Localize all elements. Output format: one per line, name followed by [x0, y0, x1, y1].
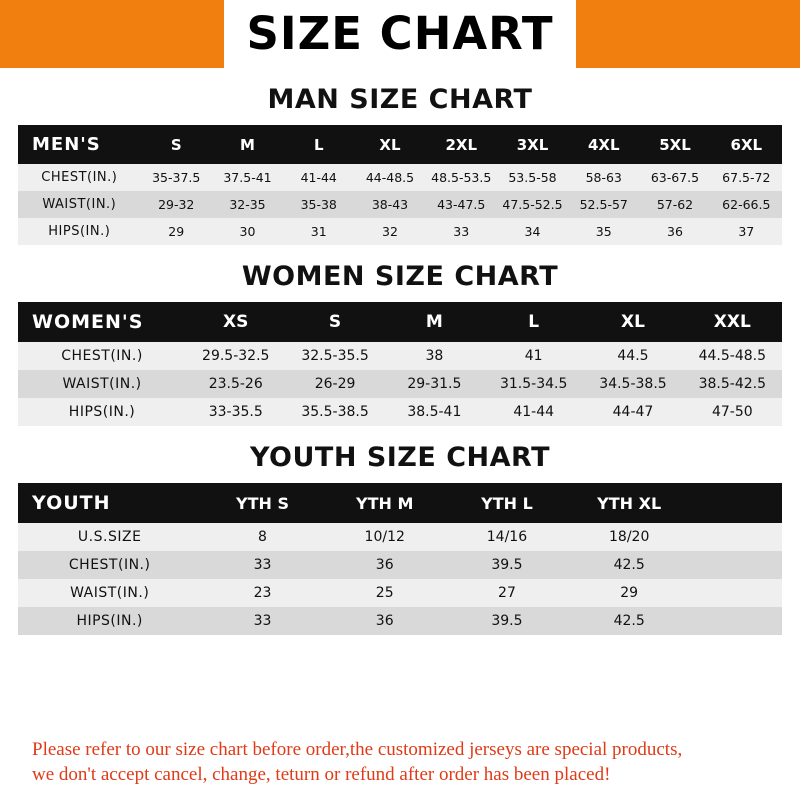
men-header-cell: 5XL	[659, 135, 691, 154]
men-cell: 31	[310, 224, 327, 239]
table-row	[18, 523, 782, 551]
men-header-cell: 2XL	[445, 135, 478, 154]
women-cell: 44.5-48.5	[698, 348, 767, 364]
women-cell: 38.5-42.5	[698, 376, 767, 392]
women-section-title: WOMEN SIZE CHART	[241, 261, 559, 292]
women-cell: 29-31.5	[407, 376, 462, 392]
men-cell: 63-67.5	[650, 170, 700, 185]
men-header-cell: L	[313, 135, 324, 154]
youth-cell-spacer	[690, 523, 782, 551]
men-cell: 57-62	[656, 197, 694, 212]
youth-cell: 14/16	[486, 529, 528, 545]
men-section-title: MAN SIZE CHART	[267, 84, 533, 115]
men-header-cell: 3XL	[516, 135, 549, 154]
youth-cell: 18/20	[609, 529, 650, 545]
men-row-label: CHEST(IN.)	[41, 170, 118, 185]
youth-table-header-row	[18, 483, 782, 523]
table-row	[18, 398, 782, 426]
youth-cell: 36	[375, 613, 394, 629]
men-cell: 43-47.5	[437, 197, 486, 212]
youth-header-cell: YTH XL	[597, 493, 662, 513]
men-cell: 48.5-53.5	[431, 170, 492, 185]
youth-cell: 10/12	[364, 529, 405, 545]
men-cell: 38-43	[371, 197, 409, 212]
women-header-cell: WOMEN'S	[32, 311, 144, 333]
youth-cell: 29	[620, 585, 639, 601]
women-header-cell: S	[328, 312, 342, 332]
women-cell: 26-29	[314, 376, 356, 392]
women-row-label: WAIST(IN.)	[62, 376, 142, 392]
women-cell: 34.5-38.5	[599, 376, 667, 392]
table-row	[18, 370, 782, 398]
men-cell: 37.5-41	[223, 170, 272, 185]
youth-cell: 42.5	[613, 613, 645, 629]
header-band	[0, 0, 800, 68]
youth-header-cell: YOUTH	[32, 492, 111, 514]
table-row	[18, 579, 782, 607]
women-cell: 33-35.5	[208, 404, 263, 420]
men-cell: 33	[453, 224, 470, 239]
men-cell: 35-37.5	[152, 170, 201, 185]
women-cell: 31.5-34.5	[499, 376, 568, 392]
men-cell: 35-38	[300, 197, 337, 212]
women-cell: 41	[524, 348, 543, 364]
men-cell: 67.5-72	[722, 170, 771, 185]
table-row	[18, 551, 782, 579]
table-row	[18, 342, 782, 370]
women-header-cell: M	[425, 312, 443, 332]
women-cell: 47-50	[711, 404, 753, 420]
men-cell: 58-63	[585, 170, 622, 185]
men-cell: 29-32	[158, 197, 195, 212]
youth-row-label: HIPS(IN.)	[76, 613, 143, 629]
men-header-cell: MEN'S	[32, 134, 101, 155]
women-header-cell: L	[528, 312, 540, 332]
women-cell: 38.5-41	[407, 404, 462, 420]
men-cell: 32	[382, 224, 398, 239]
women-cell: 44.5	[617, 348, 649, 364]
men-cell: 29	[168, 224, 185, 239]
header-band-left-edge	[0, 0, 26, 68]
women-cell: 38	[425, 348, 444, 364]
women-row-label: CHEST(IN.)	[61, 348, 143, 364]
women-cell: 23.5-26	[208, 376, 263, 392]
notice-line-2: we don't accept cancel, change, teturn or refund after order has been placed!	[32, 764, 611, 786]
notice-line-1: Please refer to our size chart before order,the customized jerseys are special products,	[32, 738, 683, 760]
youth-cell: 42.5	[613, 557, 645, 573]
men-row-label: HIPS(IN.)	[48, 224, 111, 239]
women-cell: 41-44	[513, 404, 555, 420]
youth-cell-spacer	[690, 579, 782, 607]
youth-cell: 23	[253, 585, 272, 601]
youth-header-spacer	[690, 483, 782, 523]
table-row	[18, 164, 782, 191]
women-table-header-row	[18, 302, 782, 342]
men-size-table	[18, 125, 782, 245]
men-cell: 30	[239, 224, 256, 239]
youth-cell-spacer	[690, 607, 782, 635]
youth-header-cell: YTH M	[356, 493, 414, 513]
men-cell: 34	[524, 224, 541, 239]
order-notice	[18, 727, 782, 800]
men-header-cell: M	[240, 135, 255, 154]
youth-row-label: WAIST(IN.)	[70, 585, 150, 601]
men-cell: 32-35	[229, 197, 266, 212]
women-size-table	[18, 302, 782, 426]
youth-section-title: YOUTH SIZE CHART	[249, 442, 551, 473]
table-row	[18, 191, 782, 218]
men-cell: 37	[738, 224, 755, 239]
youth-header-cell: YTH L	[481, 493, 533, 513]
youth-header-cell: YTH S	[235, 493, 289, 513]
women-header-cell: XXL	[713, 312, 751, 332]
men-cell: 41-44	[300, 170, 337, 185]
youth-row-label: U.S.SIZE	[77, 529, 142, 545]
youth-cell: 33	[253, 557, 272, 573]
men-header-cell: 6XL	[730, 135, 763, 154]
page-title: SIZE CHART	[224, 0, 575, 68]
charts-container	[0, 68, 800, 800]
youth-cell: 25	[375, 585, 394, 601]
youth-cell: 27	[498, 585, 516, 601]
women-header-cell: XL	[621, 312, 645, 332]
youth-cell: 36	[375, 557, 394, 573]
men-cell: 52.5-57	[579, 197, 628, 212]
women-cell: 29.5-32.5	[202, 348, 270, 364]
youth-cell: 8	[258, 529, 267, 545]
youth-cell: 39.5	[491, 613, 523, 629]
women-cell: 35.5-38.5	[301, 404, 369, 420]
men-cell: 44-48.5	[365, 170, 415, 185]
table-row	[18, 607, 782, 635]
men-cell: 53.5-58	[508, 170, 557, 185]
men-header-cell: 4XL	[587, 135, 620, 154]
men-cell: 35	[595, 224, 612, 239]
youth-cell: 33	[253, 613, 272, 629]
women-cell: 32.5-35.5	[301, 348, 369, 364]
youth-size-table	[18, 483, 782, 635]
youth-cell: 39.5	[491, 557, 523, 573]
header-band-right-edge	[774, 0, 800, 68]
men-header-cell: XL	[379, 135, 401, 154]
women-row-label: HIPS(IN.)	[68, 404, 136, 420]
youth-row-label: CHEST(IN.)	[68, 557, 151, 573]
men-header-cell: S	[170, 135, 182, 154]
table-row	[18, 218, 782, 245]
men-row-label: WAIST(IN.)	[42, 197, 117, 212]
men-cell: 36	[667, 224, 683, 239]
women-header-cell: XS	[223, 312, 249, 332]
men-table-header-row	[18, 125, 782, 164]
women-cell: 44-47	[612, 404, 654, 420]
men-cell: 47.5-52.5	[502, 197, 563, 212]
youth-cell-spacer	[690, 551, 782, 579]
men-cell: 62-66.5	[722, 197, 771, 212]
